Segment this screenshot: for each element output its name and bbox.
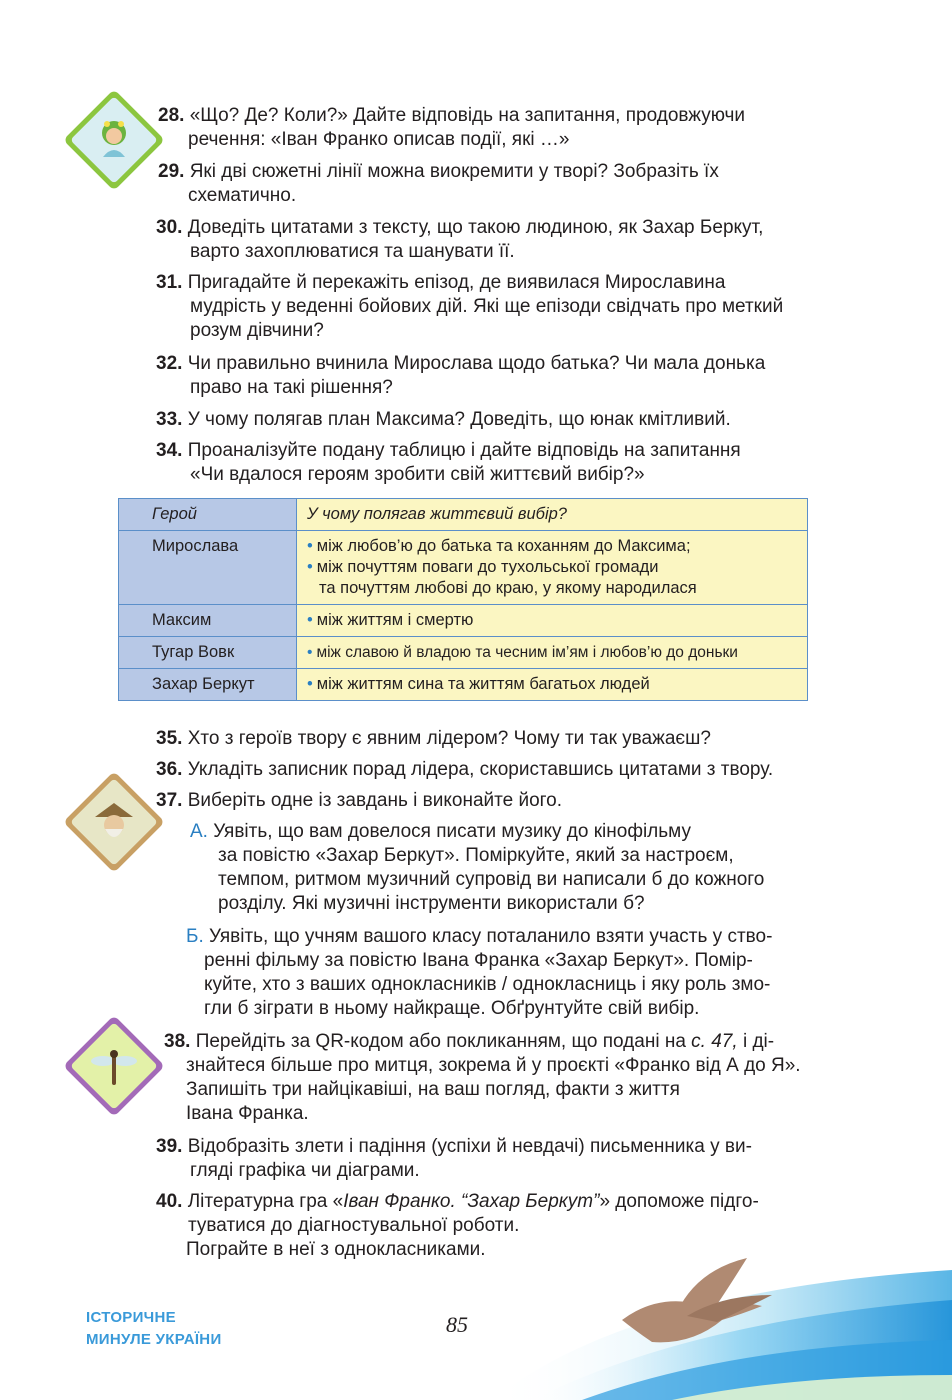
question-number: 30. <box>156 217 183 238</box>
question-text: Івана Франка. <box>186 1103 309 1124</box>
question-text: «Що? Де? Коли?» Дайте відповідь на запитання, продовжуючи <box>189 105 746 126</box>
option-text: темпом, ритмом музичний супровід ви написали б до кожного <box>218 869 765 890</box>
question-33 <box>156 408 731 432</box>
choice-text: між славою й владою та чесним ім’ям і любов’ю до доньки <box>316 644 738 661</box>
question-text: схематично. <box>188 185 297 206</box>
question-number: 33. <box>156 409 183 430</box>
choice-text: та почуттям любові до краю, у якому народилася <box>319 579 697 597</box>
question-number: 28. <box>158 105 185 126</box>
option-text: куйте, хто з ваших однокласників / однокласниць і яку роль змо- <box>204 974 771 995</box>
table-row <box>119 605 808 637</box>
bullet: • <box>307 558 313 576</box>
question-text: Чи правильно вчинила Мирослава щодо батька? Чи мала донька <box>187 353 766 374</box>
question-number: 36. <box>156 759 183 780</box>
table-header-hero: Герой <box>119 499 297 531</box>
hero-choice <box>297 637 808 669</box>
question-text: і ді- <box>742 1031 775 1052</box>
question-39 <box>156 1135 752 1183</box>
question-number: 32. <box>156 353 183 374</box>
question-text: Проаналізуйте подану таблицю і дайте відповідь на запитання <box>187 440 741 461</box>
question-37-option-b <box>186 925 772 1021</box>
question-text: розум дівчини? <box>190 320 324 341</box>
question-text: мудрість у веденні бойових дій. Які ще епізоди свідчать про меткий <box>190 296 784 317</box>
question-text: Які дві сюжетні лінії можна виокремити у творі? Зобразіть їх <box>189 161 719 182</box>
option-text: ренні фільму за повістю Івана Франка «Захар Беркут». Помір- <box>204 950 753 971</box>
page-reference: с. 47, <box>691 1031 738 1052</box>
question-text: Доведіть цитатами з тексту, що такою людиною, як Захар Беркут, <box>187 217 764 238</box>
option-letter: Б. <box>186 926 204 947</box>
table-header-row <box>119 499 808 531</box>
question-text: речення: «Іван Франко описав події, які …» <box>188 129 570 150</box>
question-number: 29. <box>158 161 185 182</box>
question-38 <box>164 1030 801 1126</box>
question-text: «Чи вдалося героям зробити свій життєвий вибір?» <box>190 464 645 485</box>
question-text: туватися до діагностувальної роботи. <box>188 1215 520 1236</box>
question-28 <box>158 104 745 152</box>
question-number: 38. <box>164 1031 191 1052</box>
question-text: У чому полягав план Максима? Доведіть, що юнак кмітливий. <box>187 409 731 430</box>
question-text: Виберіть одне із завдань і виконайте його. <box>187 790 563 811</box>
hero-choice <box>297 669 808 701</box>
section-title-line-2: МИНУЛЕ УКРАЇНИ <box>86 1331 222 1348</box>
table-row <box>119 637 808 669</box>
choice-text: між життям і смертю <box>316 611 474 629</box>
question-text: гляді графіка чи діаграми. <box>190 1160 420 1181</box>
question-text: варто захоплюватися та шанувати її. <box>190 241 515 262</box>
dragonfly-icon <box>63 1015 165 1117</box>
girl-in-wreath-icon <box>63 89 165 191</box>
question-text: » допоможе підго- <box>599 1191 759 1212</box>
question-text: Укладіть записник порад лідера, скориставшись цитатами з твору. <box>187 759 774 780</box>
question-text: право на такі рішення? <box>190 377 393 398</box>
option-text: Уявіть, що вам довелося писати музику до кінофільму <box>213 821 691 842</box>
choice-text: між життям сина та життям багатьох людей <box>316 675 650 693</box>
table-row <box>119 669 808 701</box>
question-number: 39. <box>156 1136 183 1157</box>
hero-name: Максим <box>119 605 297 637</box>
question-text: Запишіть три найцікавіші, на ваш погляд, факти з життя <box>186 1079 680 1100</box>
question-34 <box>156 439 741 487</box>
bullet: • <box>307 644 313 661</box>
question-37-option-a <box>190 820 764 916</box>
page-number: 85 <box>446 1312 468 1337</box>
question-number: 40. <box>156 1191 183 1212</box>
question-number: 31. <box>156 272 183 293</box>
question-text: Пригадайте й перекажіть епізод, де виявилася Мирославина <box>187 272 726 293</box>
option-text: гли б зіграти в ньому найкраще. Обґрунтуйте свій вибір. <box>204 998 700 1019</box>
bullet: • <box>307 537 313 555</box>
question-number: 37. <box>156 790 183 811</box>
question-text: Відобразіть злети і падіння (успіхи й невдачі) письменника у ви- <box>187 1136 752 1157</box>
question-text: Хто з героїв твору є явним лідером? Чому ти так уважаєш? <box>187 728 711 749</box>
bird-in-flight-icon <box>472 1250 952 1400</box>
question-36 <box>156 758 773 782</box>
hero-choice <box>297 605 808 637</box>
question-number: 35. <box>156 728 183 749</box>
option-letter: А. <box>190 821 208 842</box>
section-title-line-1: ІСТОРИЧНЕ <box>86 1309 176 1326</box>
option-text: за повістю «Захар Беркут». Поміркуйте, який за настроєм, <box>218 845 734 866</box>
question-text: Літературна гра « <box>187 1191 344 1212</box>
question-text: знайтеся більше про митця, зокрема й у проєкті «Франко від А до Я». <box>186 1055 801 1076</box>
option-text: розділу. Які музичні інструменти використали б? <box>218 893 645 914</box>
question-number: 34. <box>156 440 183 461</box>
question-30 <box>156 216 763 264</box>
hero-name: Мирослава <box>119 531 297 605</box>
old-man-hat-icon <box>63 771 165 873</box>
question-31 <box>156 271 783 343</box>
bullet: • <box>307 611 313 629</box>
question-text: Перейдіть за QR-кодом або покликанням, що подані на <box>195 1031 686 1052</box>
game-title: Іван Франко. “Захар Беркут” <box>343 1191 600 1212</box>
hero-name: Захар Беркут <box>119 669 297 701</box>
hero-choice <box>297 531 808 605</box>
hero-name: Тугар Вовк <box>119 637 297 669</box>
table-row <box>119 531 808 605</box>
question-35 <box>156 727 711 751</box>
choice-text: між любов’ю до батька та коханням до Максима; <box>316 537 691 555</box>
bullet: • <box>307 675 313 693</box>
table-header-choice: У чому полягав життєвий вибір? <box>297 499 808 531</box>
heroes-choice-table <box>118 498 808 701</box>
question-29 <box>158 160 719 208</box>
question-text: Пограйте в неї з однокласниками. <box>186 1239 486 1260</box>
choice-text: між почуттям поваги до тухольської громади <box>316 558 659 576</box>
question-37 <box>156 789 562 813</box>
option-text: Уявіть, що учням вашого класу поталанило взяти участь у ство- <box>209 926 773 947</box>
question-32 <box>156 352 765 400</box>
